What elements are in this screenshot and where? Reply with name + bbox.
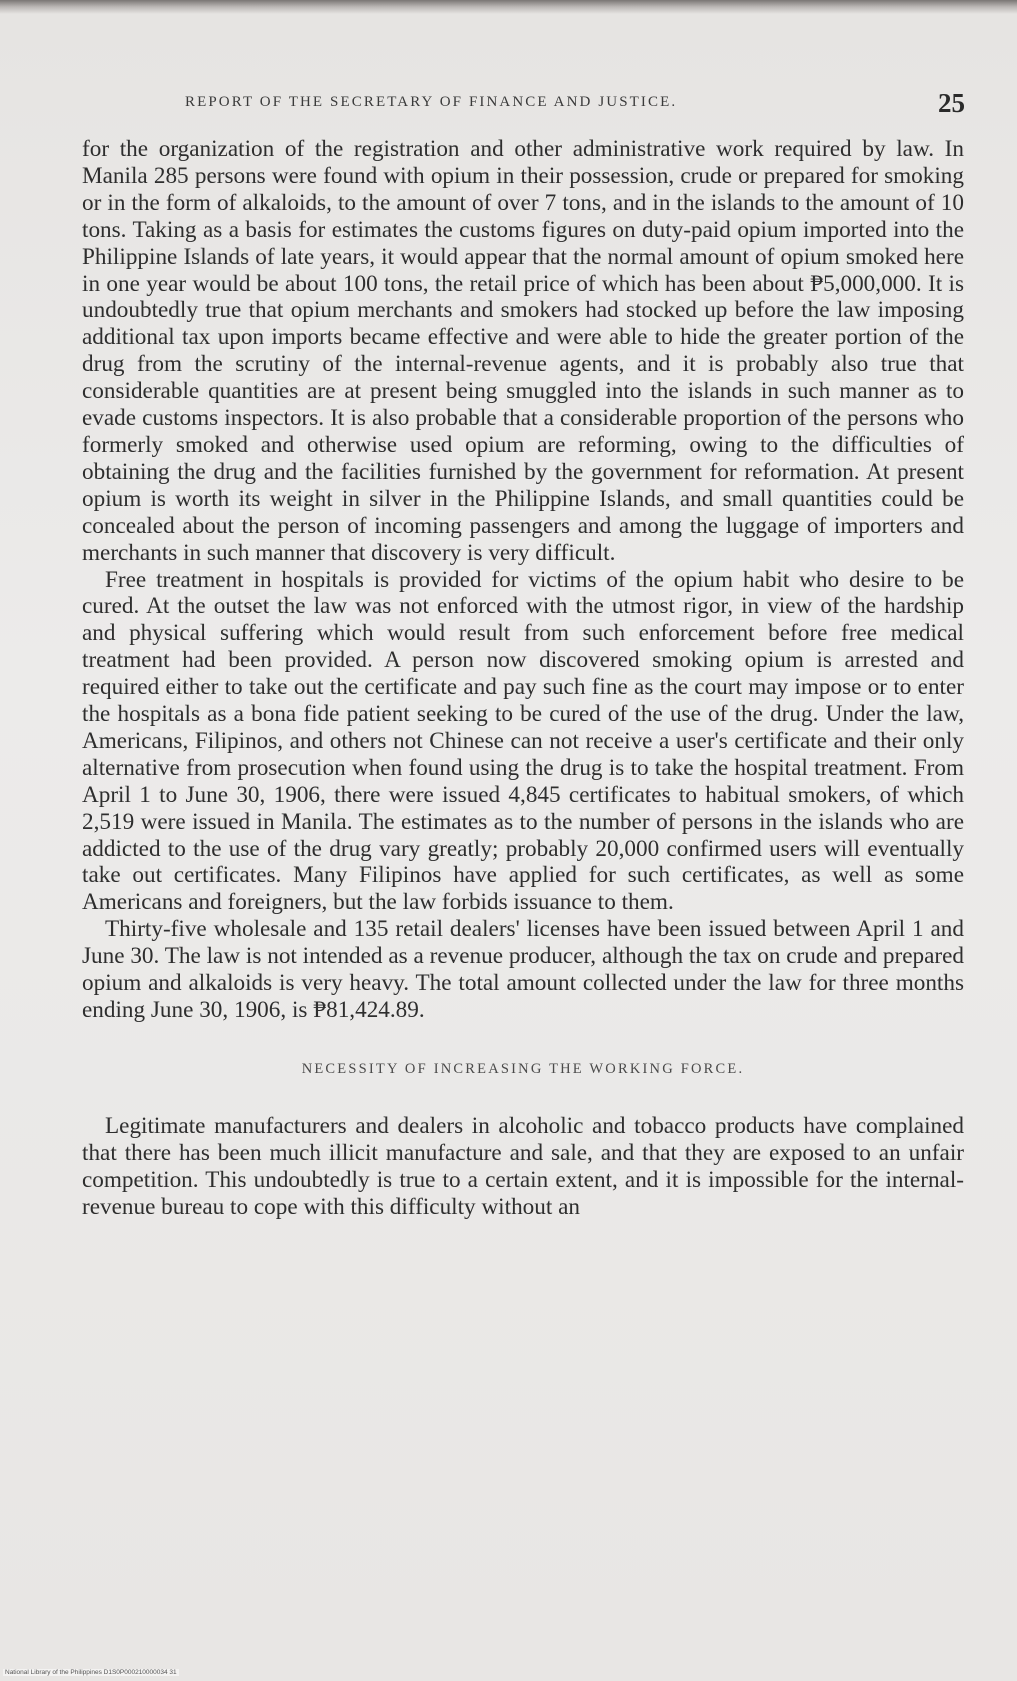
paragraph-3: Thirty-five wholesale and 135 retail dealers' licenses have been issued between April 1 and June 30. The law is not intended as a revenue producer, although the tax on crude and prepared opium and alkaloids is very heavy. The total amount collected under the law for three months ending June 30, 1906, is ₱81,424.89. (82, 916, 964, 1023)
page-number: 25 (938, 88, 965, 118)
body-text (82, 136, 964, 1220)
paragraph-4: Legitimate manufacturers and dealers in alcoholic and tobacco products have complained that there has been much illicit manufacture and sale, and that they are exposed to an unfair competition. This undoubtedly is true to a certain extent, and it is impossible for the internal-revenue bureau to cope with this difficulty without an (82, 1112, 964, 1220)
paragraph-2: Free treatment in hospitals is provided for victims of the opium habit who desire to be cured. At the outset the law was not enforced with the utmost rigor, in view of the hardship and physical suffering which would result from such enforcement before free medical treatment had been provided. A person now discovered smoking opium is arrested and required either to take out the certificate and pay such fine as the court may impose or to enter the hospitals as a bona fide patient seeking to be cured of the use of the drug. Under the law, Americans, Filipinos, and others not Chinese can not receive a user's certificate and their only alternative from prosecution when found using the drug is to take the hospital treatment. From April 1 to June 30, 1906, there were issued 4,845 certificates to habitual smokers, of which 2,519 were issued in Manila. The estimates as to the number of persons in the islands who are addicted to the use of the drug vary greatly; probably 20,000 confirmed users will eventually take out certificates. Many Filipinos have applied for such certificates, as well as some Americans and foreigners, but the law forbids issuance to them. (82, 566, 964, 916)
page-header (80, 88, 965, 120)
running-head: REPORT OF THE SECRETARY OF FINANCE AND JUSTICE. (185, 94, 678, 110)
paragraph-1: for the organization of the registration and other administrative work required by law. In Manila 285 persons were found with opium in their possession, crude or prepared for smoking or in the form of alkaloids, to the amount of over 7 tons, and in the islands to the amount of 10 tons. Taking as a basis for estimates the customs figures on duty-paid opium imported into the Philippine Islands of late years, it would appear that the normal amount of opium smoked here in one year would be about 100 tons, the retail price of which has been about ₱5,000,000. It is undoubtedly true that opium merchants and smokers had stocked up before the law imposing additional tax upon imports became effective and were able to hide the greater portion of the drug from the scrutiny of the internal-revenue agents, and it is probably also true that considerable quantities are at present being smuggled into the islands in such manner as to evade customs inspectors. It is also probable that a considerable proportion of the persons who formerly smoked and otherwise used opium are reforming, owing to the difficulties of obtaining the drug and the facilities furnished by the government for reformation. At present opium is worth its weight in silver in the Philippine Islands, and small quantities could be concealed about the person of incoming passengers and among the luggage of importers and merchants in such manner that discovery is very difficult. (82, 136, 964, 566)
scan-footer-note: National Library of the Philippines D1S0P000210000034 31 (5, 1669, 177, 1676)
scan-edge-shadow (0, 0, 1017, 14)
section-heading: NECESSITY OF INCREASING THE WORKING FORCE. (301, 1060, 745, 1077)
